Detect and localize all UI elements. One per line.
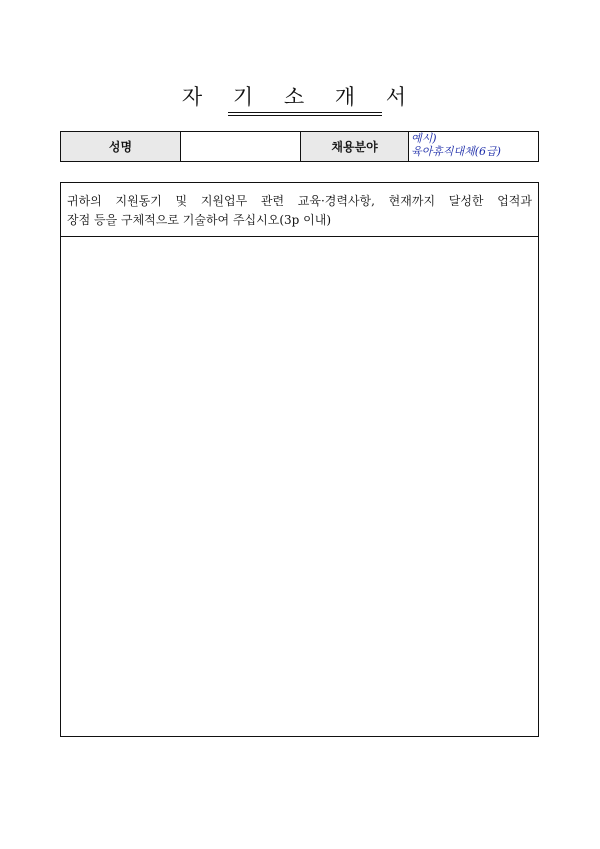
field-example-line2: 육아휴직대체(6급) (411, 145, 501, 158)
applicant-info-table (60, 131, 539, 162)
essay-box (60, 182, 539, 737)
instruction-line-2: 장점 등을 구체적으로 기술하여 주십시오(3p 이내) (67, 213, 332, 227)
field-value[interactable] (409, 132, 538, 161)
essay-body-area[interactable] (61, 237, 538, 736)
name-field[interactable] (181, 132, 301, 161)
instruction-line-1: 귀하의 지원동기 및 지원업무 관련 교육·경력사항, 현재까지 달성한 업적과 (67, 194, 532, 208)
field-example-line1: 예시) (411, 132, 437, 145)
title-underline (228, 112, 382, 113)
name-label: 성명 (61, 132, 181, 161)
essay-instruction (61, 183, 538, 237)
document-title: 자 기 소 개 서 (181, 85, 419, 109)
title-underline-double (228, 115, 382, 116)
field-label: 채용분야 (301, 132, 409, 161)
